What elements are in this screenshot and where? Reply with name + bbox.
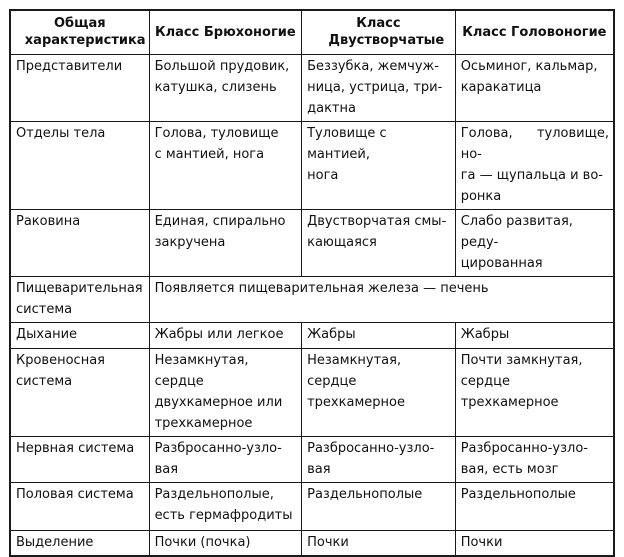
row-label: Представители <box>10 54 149 121</box>
table-cell: Двустворчатая смы- кающаяся <box>302 209 456 276</box>
table-row <box>10 54 614 121</box>
row-label: Раковина <box>10 209 149 276</box>
table-cell: Разбросанно-узло- вая <box>149 436 302 482</box>
table-cell: Большой прудовик, катушка, слизень <box>149 54 302 121</box>
row-label: Отделы тела <box>10 121 149 209</box>
header-text: Класс Брюхоногие <box>155 24 296 40</box>
table-cell: Жабры или легкое <box>149 322 302 348</box>
table-row <box>10 348 614 436</box>
table-row <box>10 482 614 530</box>
table-row <box>10 322 614 348</box>
merged-cell: Появляется пищеварительная железа — печень <box>149 276 614 322</box>
header-gastropoda <box>149 10 302 54</box>
table-cell: Почки <box>302 530 456 556</box>
header-text: Класс Двустворчатые <box>328 16 445 49</box>
table-cell: Голова, туловище с мантией, нога <box>149 121 302 209</box>
table-cell: Беззубка, жемчуж- ница, устрица, три- дактна <box>302 54 456 121</box>
table-cell: Слабо развитая, реду- цированная <box>455 209 614 276</box>
header-general-characteristic <box>10 10 149 54</box>
table-cell: Разбросанно-узло- вая <box>302 436 456 482</box>
row-label: Нервная система <box>10 436 149 482</box>
table-cell: Жабры <box>455 322 614 348</box>
table-cell: Единая, спирально закручена <box>149 209 302 276</box>
table-cell: Раздельнополые <box>455 482 614 530</box>
table-cell: Почки (почка) <box>149 530 302 556</box>
table-row <box>10 209 614 276</box>
row-label: Выделение <box>10 530 149 556</box>
table-cell: Почки <box>455 530 614 556</box>
header-bivalvia <box>302 10 456 54</box>
table-row <box>10 276 614 322</box>
row-label: Дыхание <box>10 322 149 348</box>
header-text: Класс Головоногие <box>462 24 607 40</box>
table-row <box>10 530 614 556</box>
table-row <box>10 121 614 209</box>
mollusc-classes-table <box>9 9 615 557</box>
table-cell: Раздельнополые, есть гермафродиты <box>149 482 302 530</box>
table-cell: Раздельнополые <box>302 482 456 530</box>
table-cell: Осьминог, кальмар, каракатица <box>455 54 614 121</box>
row-label: Пищеварительная система <box>10 276 149 322</box>
row-label: Кровеносная система <box>10 348 149 436</box>
table-header-row <box>10 10 614 54</box>
table-cell: Туловище с мантией, нога <box>302 121 456 209</box>
table-cell: Жабры <box>302 322 456 348</box>
header-text: Общая характеристика <box>24 16 146 49</box>
table-cell: Незамкнутая, сердце двухкамерное или трехкамерное <box>149 348 302 436</box>
header-cephalopoda <box>455 10 614 54</box>
row-label: Половая система <box>10 482 149 530</box>
table-cell: Разбросанно-узло- вая, есть мозг <box>455 436 614 482</box>
table-cell: Почти замкнутая, сердце трехкамерное <box>455 348 614 436</box>
table-cell: Незамкнутая, сердце трехкамерное <box>302 348 456 436</box>
table-row <box>10 436 614 482</box>
table-cell: Голова, туловище, но- га — щупальца и во- ронка <box>455 121 614 209</box>
